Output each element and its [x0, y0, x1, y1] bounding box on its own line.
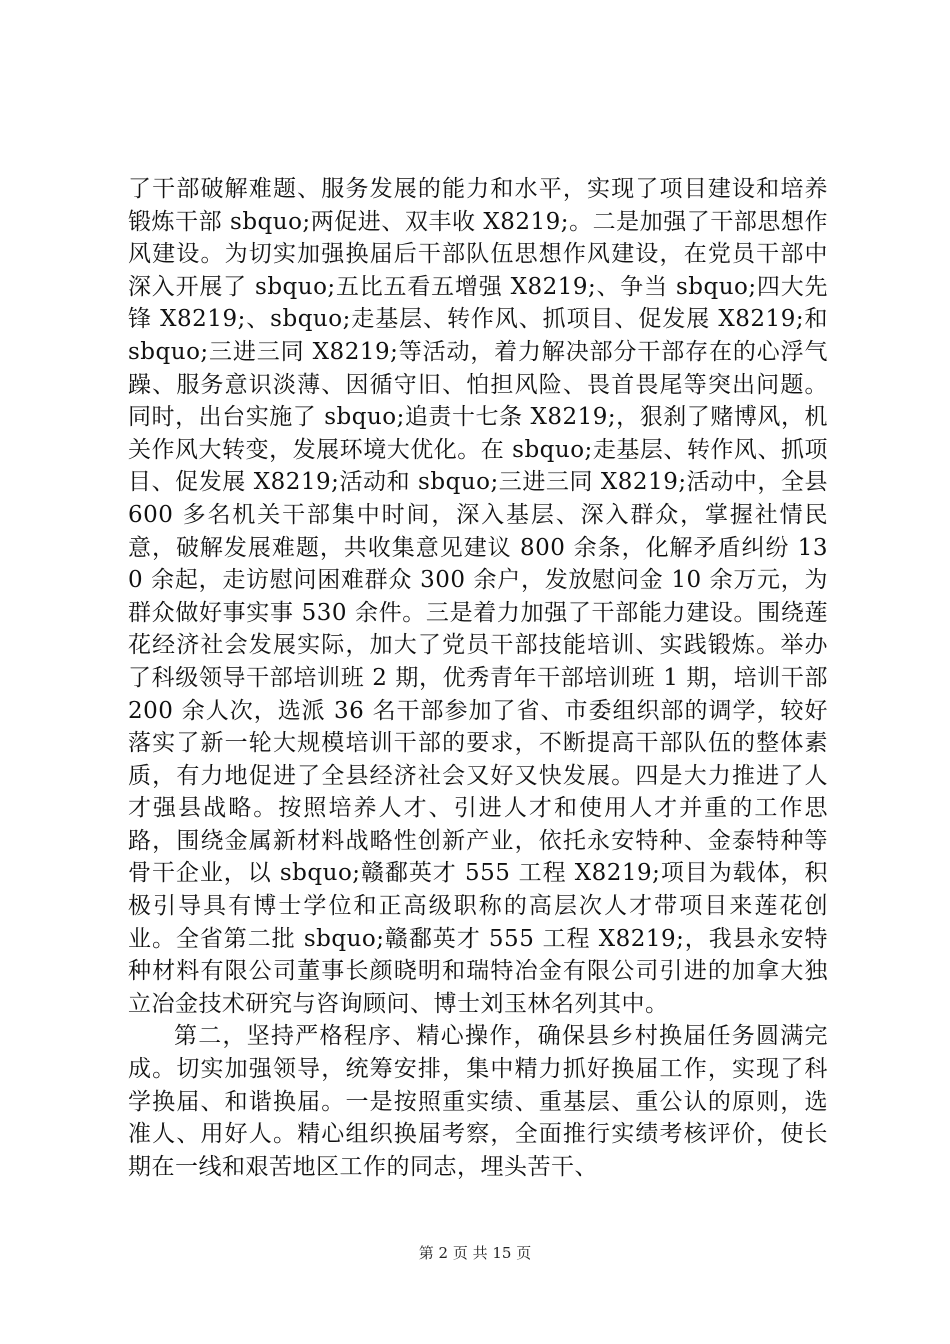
- paragraph: 第二，坚持严格程序、精心操作，确保县乡村换届任务圆满完成。切实加强领导，统筹安排，集中精力抓好换届工作，实现了科学换届、和谐换届。一是按照重实绩、重基层、重公认的原则，选准人、用好人。精心组织换届考察，全面推行实绩考核评价，使长期在一线和艰苦地区工作的同志，埋头苦干、: [128, 1023, 828, 1180]
- page-footer: 第 2 页 共 15 页: [418, 1244, 532, 1262]
- paragraph: 了干部破解难题、服务发展的能力和水平，实现了项目建设和培养锻炼干部 sbquo;两促进、双丰收 X8219;。二是加强了干部思想作风建设。为切实加强换届后干部队伍思想作风建设，在党员干部中深入开展了 sbquo;五比五看五增强 X8219;、争当 sbquo;四大先锋 X8219;、sbquo;走基层、转作风、抓项目、促发展 X8219;和 sbquo;三进三同 X8219;等活动，着力解决部分干部存在的心浮气躁、服务意识淡薄、因循守旧、怕担风险、畏首畏尾等突出问题。同时，出台实施了 sbquo;追责十七条 X8219;，狠刹了赌博风，机关作风大转变，发展环境大优化。在 sbquo;走基层、转作风、抓项目、促发展 X8219;活动和 sbquo;三进三同 X8219;活动中，全县 600 多名机关干部集中时间，深入基层、深入群众，掌握社情民意，破解发展难题，共收集意见建议 800 余条，化解矛盾纠纷 130 余起，走访慰问困难群众 300 余户，发放慰问金 10 余万元，为群众做好事实事 530 余件。三是着力加强了干部能力建设。围绕莲花经济社会发展实际，加大了党员干部技能培训、实践锻炼。举办了科级领导干部培训班 2 期，优秀青年干部培训班 1 期，培训干部 200 余人次，选派 36 名干部参加了省、市委组织部的调学，较好落实了新一轮大规模培训干部的要求，不断提高干部队伍的整体素质，有力地促进了全县经济社会又好又快发展。四是大力推进了人才强县战略。按照培养人才、引进人才和使用人才并重的工作思路，围绕金属新材料战略性创新产业，依托永安特种、金泰特种等骨干企业，以 sbquo;赣鄱英才 555 工程 X8219;项目为载体，积极引导具有博士学位和正高级职称的高层次人才带项目来莲花创业。全省第二批 sbquo;赣鄱英才 555 工程 X8219;，我县永安特种材料有限公司董事长颜晓明和瑞特冶金有限公司引进的加拿大独立冶金技术研究与咨询顾问、博士刘玉林名列其中。: [128, 176, 828, 1017]
- document-body: [128, 173, 828, 1183]
